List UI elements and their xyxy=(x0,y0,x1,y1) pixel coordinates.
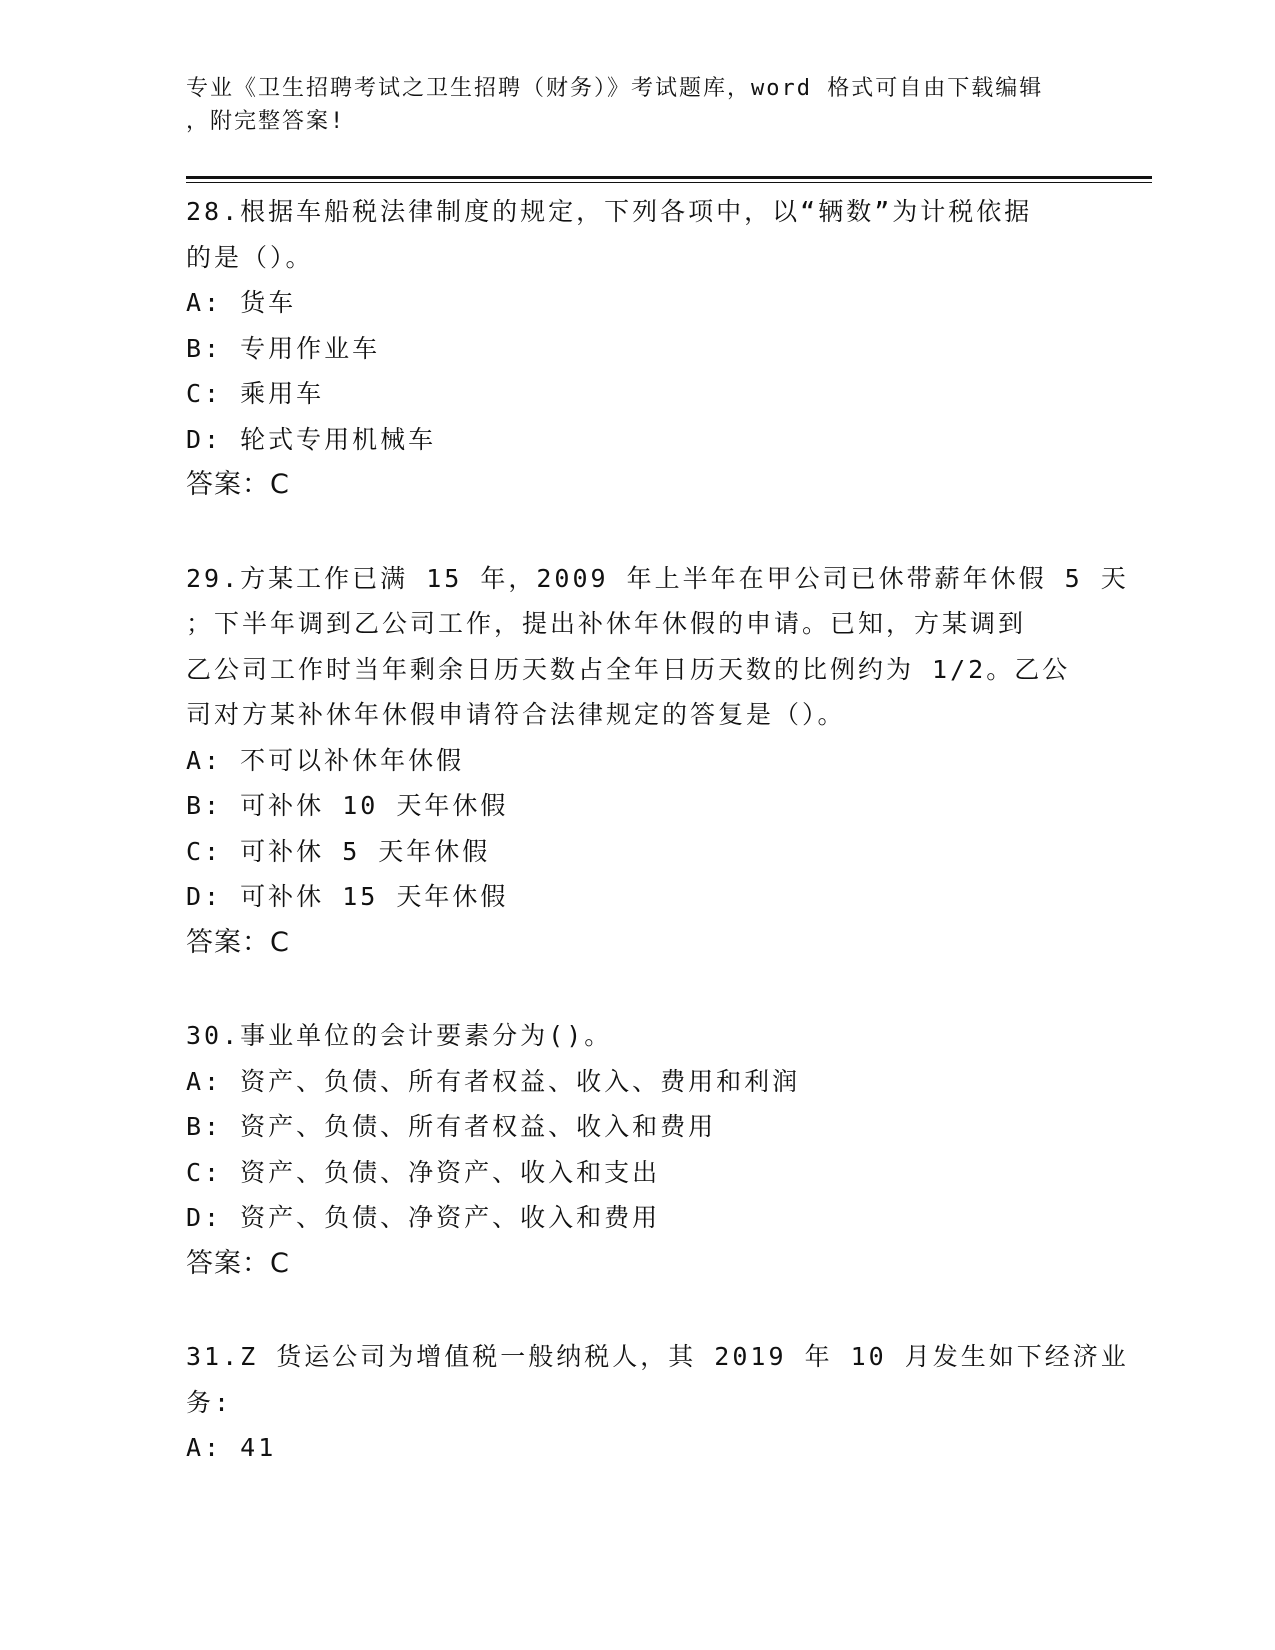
question-stem-line: 28.根据车船税法律制度的规定，下列各项中，以“辆数”为计税依据 xyxy=(186,197,1033,226)
answer-label: 答案：C xyxy=(186,469,290,500)
answer-label: 答案：C xyxy=(186,1247,290,1279)
option-d: D: 可补休 15 天年休假 xyxy=(186,882,509,911)
question-stem-line: 务: xyxy=(186,1387,233,1417)
option-c: C: 资产、负债、净资产、收入和支出 xyxy=(186,1157,661,1187)
header-line-1: 专业《卫生招聘考试之卫生招聘（财务）》考试题库，word 格式可自由下载编辑 xyxy=(186,76,1044,101)
option-a: A: 不可以补休年休假 xyxy=(186,745,465,775)
question-28 xyxy=(186,189,1086,508)
header-divider-thick xyxy=(186,176,1152,179)
question-list xyxy=(186,189,1129,1519)
question-stem-line: 30.事业单位的会计要素分为()。 xyxy=(186,1021,613,1050)
option-c: C: 乘用车 xyxy=(186,379,325,408)
question-29 xyxy=(186,556,1129,966)
question-30 xyxy=(186,1013,1086,1286)
option-b: B: 资产、负债、所有者权益、收入和费用 xyxy=(186,1112,717,1141)
option-a: A: 41 xyxy=(186,1433,277,1462)
header-divider-thin xyxy=(186,182,1152,183)
option-a: A: 资产、负债、所有者权益、收入、费用和利润 xyxy=(186,1066,801,1096)
question-31 xyxy=(186,1334,1129,1471)
option-d: D: 轮式专用机械车 xyxy=(186,424,437,454)
question-stem-line: ；下半年调到乙公司工作，提出补休年休假的申请。已知，方某调到 xyxy=(186,609,1027,638)
option-a: A: 货车 xyxy=(186,288,297,317)
option-d: D: 资产、负债、净资产、收入和费用 xyxy=(186,1203,661,1232)
question-stem-line: 31.Z 货运公司为增值税一般纳税人，其 2019 年 10 月发生如下经济业 xyxy=(186,1342,1129,1371)
option-c: C: 可补休 5 天年休假 xyxy=(186,836,491,866)
question-stem-line: 乙公司工作时当年剩余日历天数占全年日历天数的比例约为 1/2。乙公 xyxy=(186,654,1071,684)
header-line-2: ，附完整答案! xyxy=(186,109,346,134)
option-b: B: 专用作业车 xyxy=(186,333,381,363)
question-stem-line: 29.方某工作已满 15 年，2009 年上半年在甲公司已休带薪年休假 5 天 xyxy=(186,563,1129,593)
question-stem-line: 的是（）。 xyxy=(186,242,314,272)
document-header xyxy=(186,72,1066,138)
question-stem-line: 司对方某补休年休假申请符合法律规定的答复是（）。 xyxy=(186,700,846,729)
answer-label: 答案：C xyxy=(186,926,290,958)
option-b: B: 可补休 10 天年休假 xyxy=(186,791,509,820)
